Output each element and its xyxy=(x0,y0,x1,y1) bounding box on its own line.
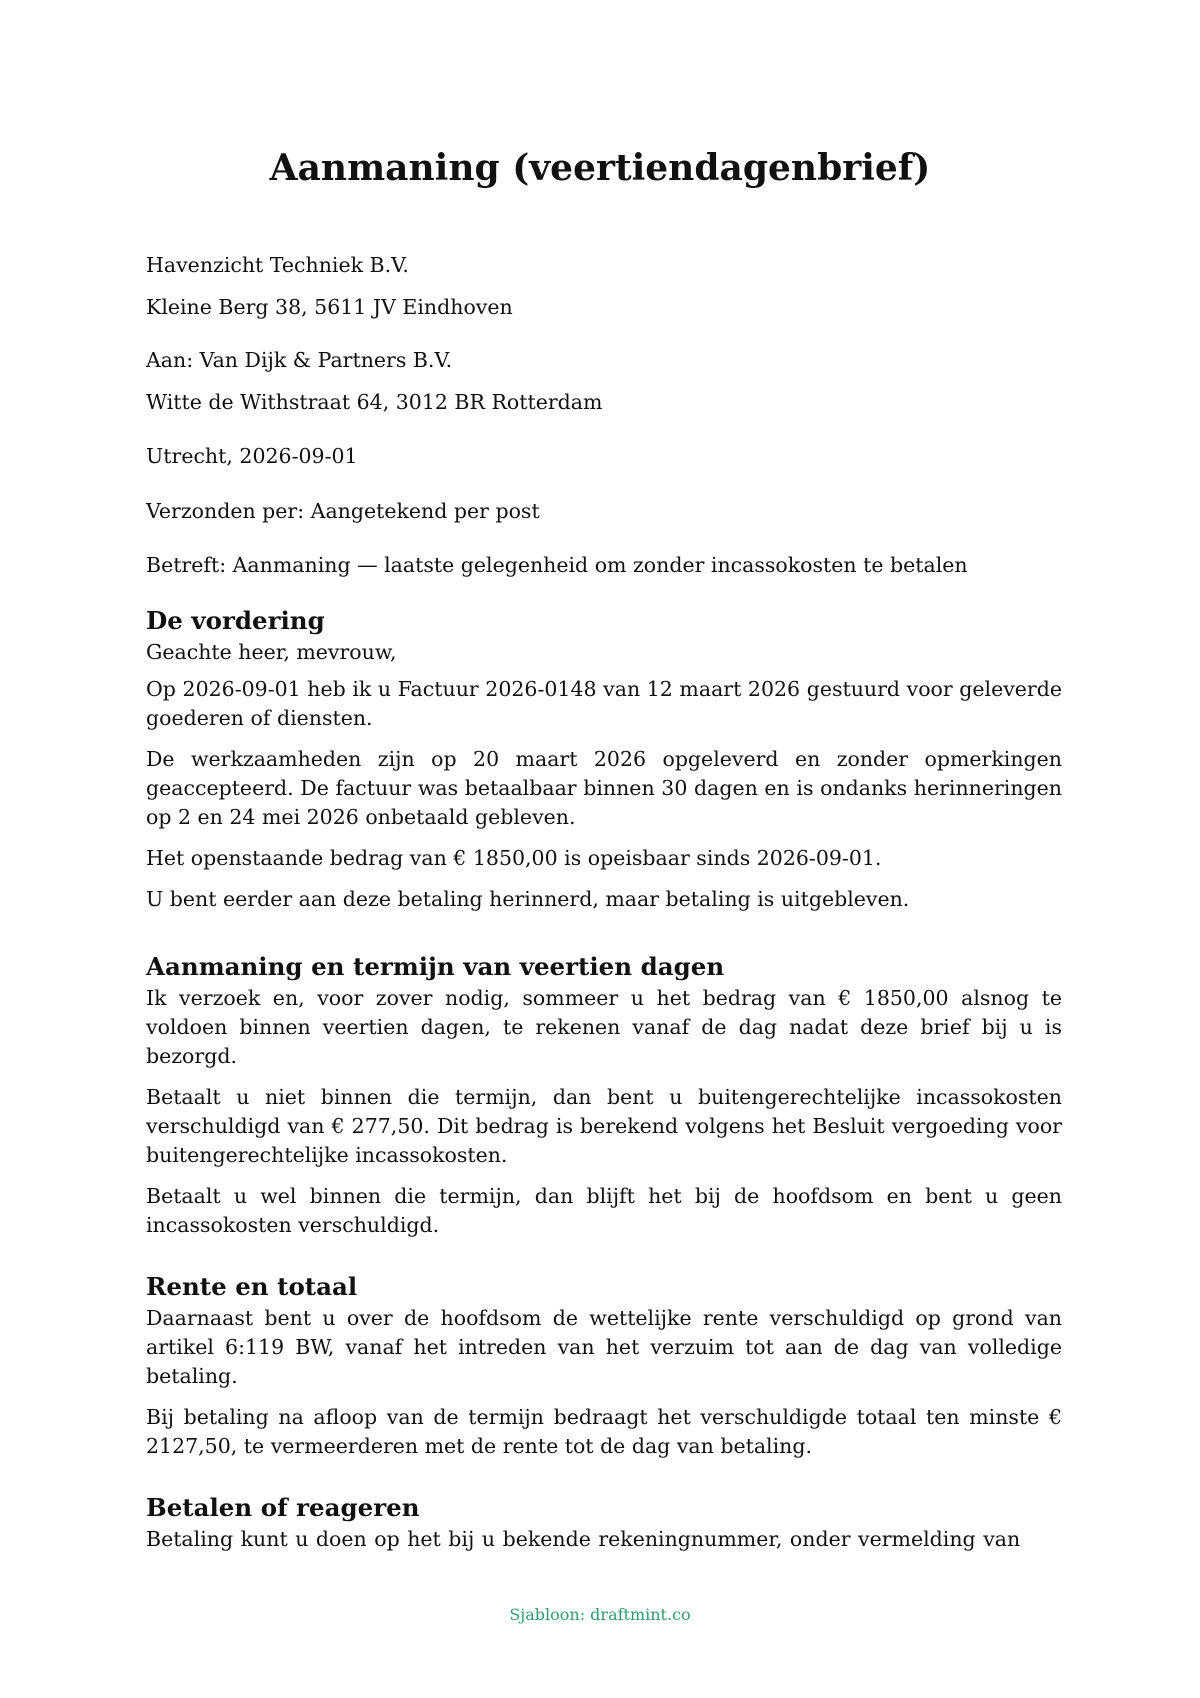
section-paragraph: Daarnaast bent u over de hoofdsom de wettelijke rente verschuldigd op grond van artikel 6:119 BW, vanaf het intreden van het verzuim tot aan de dag van volledige betaling. xyxy=(146,1306,1062,1388)
template-footer: Sjabloon: draftmint.co xyxy=(509,1605,691,1624)
salutation: Geachte heer, mevrouw, xyxy=(146,640,397,664)
section-paragraph: Betaling kunt u doen op het bij u bekende rekeningnummer, onder vermelding van xyxy=(146,1527,1021,1551)
subject-block xyxy=(146,551,1062,580)
section-paragraph: De werkzaamheden zijn op 20 maart 2026 opgeleverd en zonder opmerkingen geaccepteerd. De factuur was betaalbaar binnen 30 dagen en is ondanks herinneringen op 2 en 24 mei 2026 onbetaald gebleven. xyxy=(146,747,1062,829)
sent-via-block xyxy=(146,497,1062,526)
place-date: Utrecht, 2026-09-01 xyxy=(146,444,358,468)
section-paragraph: Bij betaling na afloop van de termijn bedraagt het verschuldigde totaal ten minste € 2127,50, te vermeerderen met de rente tot de dag van betaling. xyxy=(146,1405,1062,1458)
sent-via: Verzonden per: Aangetekend per post xyxy=(146,499,540,523)
letter-title: Aanmaning (veertiendagenbrief) xyxy=(269,147,931,189)
recipient-address: Witte de Withstraat 64, 3012 BR Rotterdam xyxy=(146,390,603,414)
section-heading: Betalen of reageren xyxy=(146,1493,420,1522)
section-paragraph: Het openstaande bedrag van € 1850,00 is opeisbaar sinds 2026-09-01. xyxy=(146,846,882,870)
sender-block xyxy=(146,251,1062,322)
sender-address: Kleine Berg 38, 5611 JV Eindhoven xyxy=(146,295,513,319)
section-paragraph: U bent eerder aan deze betaling herinnerd, maar betaling is uitgebleven. xyxy=(146,887,910,911)
section-heading: Rente en totaal xyxy=(146,1272,358,1301)
section-paragraph: Betaalt u wel binnen die termijn, dan blijft het bij de hoofdsom en bent u geen incassokosten verschuldigd. xyxy=(146,1184,1062,1237)
section-paragraph: Op 2026-09-01 heb ik u Factuur 2026-0148 van 12 maart 2026 gestuurd voor geleverde goederen of diensten. xyxy=(146,677,1062,730)
recipient-block xyxy=(146,346,1062,417)
sender-name: Havenzicht Techniek B.V. xyxy=(146,253,409,277)
section-aanmaning xyxy=(146,950,1062,1252)
section-vordering xyxy=(146,604,1062,926)
section-heading: Aanmaning en termijn van veertien dagen xyxy=(146,952,725,981)
section-rente xyxy=(146,1270,1062,1473)
section-heading: De vordering xyxy=(146,606,325,635)
section-paragraph: Betaalt u niet binnen die termijn, dan bent u buitengerechtelijke incassokosten verschuldigd van € 277,50. Dit bedrag is berekend volgens het Besluit vergoeding voor buitengerechtelijke incassokosten. xyxy=(146,1085,1062,1167)
section-paragraph: Ik verzoek en, voor zover nodig, sommeer u het bedrag van € 1850,00 alsnog te voldoen binnen veertien dagen, te rekenen vanaf de dag nadat deze brief bij u is bezorgd. xyxy=(146,986,1062,1068)
recipient-name: Aan: Van Dijk & Partners B.V. xyxy=(146,348,453,372)
place-date-block xyxy=(146,442,1062,471)
subject-line: Betreft: Aanmaning — laatste gelegenheid om zonder incassokosten te betalen xyxy=(146,553,968,577)
section-betalen xyxy=(146,1491,1062,1566)
